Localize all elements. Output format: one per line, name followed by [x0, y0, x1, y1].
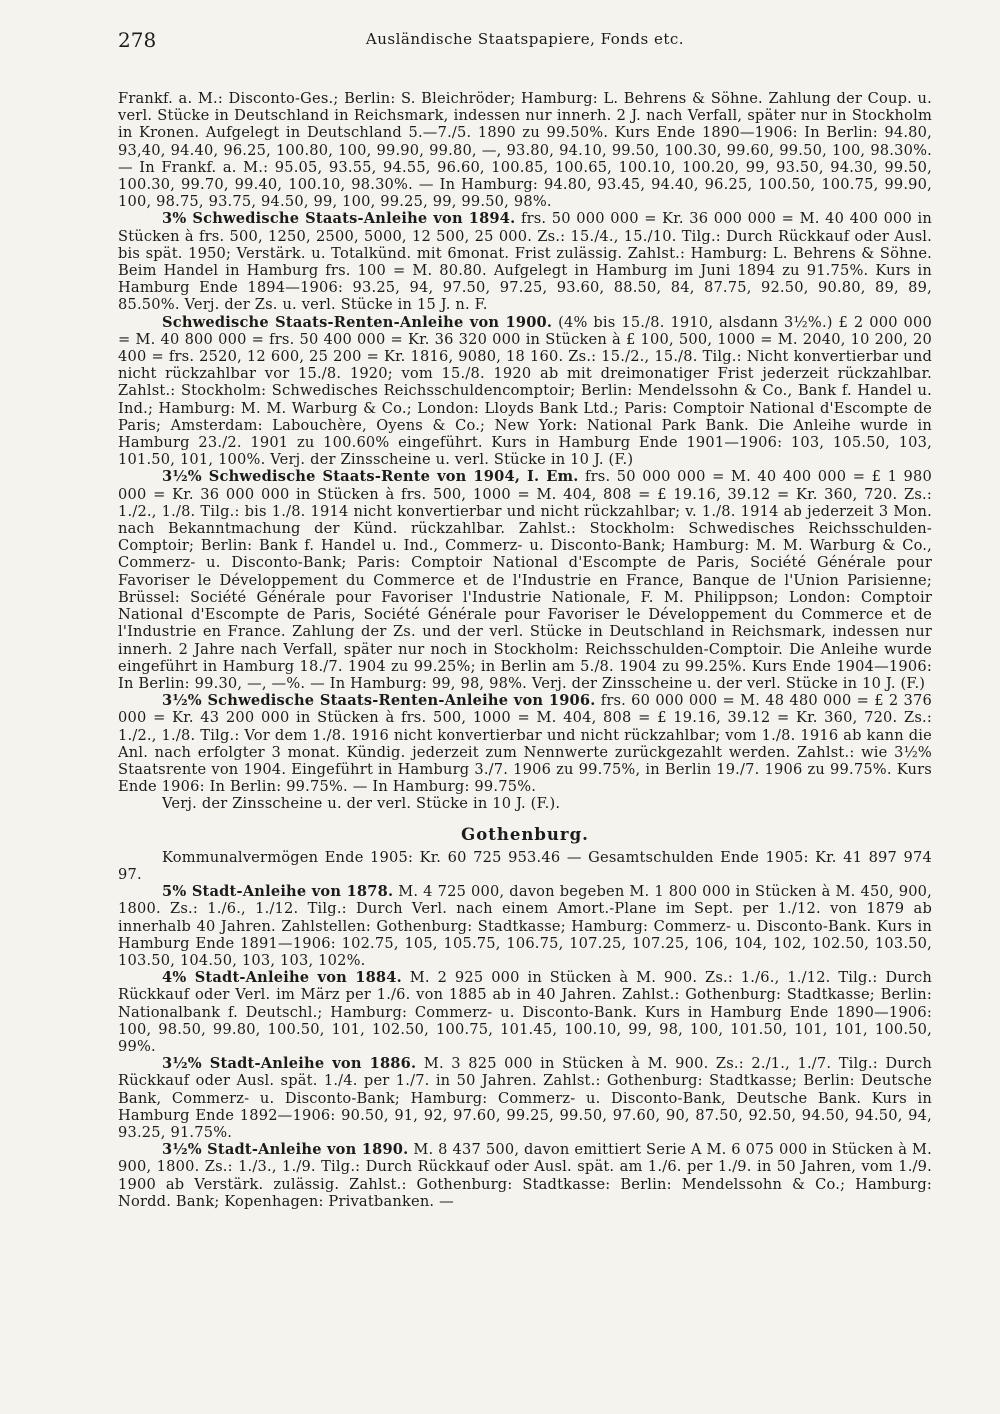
bond-title: 3½% Stadt-Anleihe von 1886.	[162, 1055, 417, 1073]
bond-text: M. 3 825 000 in Stücken à M. 900. Zs.: 2./1., 1./7. Tilg.: Durch Rückkauf oder Ausl. spät. 1./4. per 1./7. in 50 Jahren. Zahlst.: Gothenburg: Stadtkasse; Berlin: Deutsche Bank, Commerz- u. Disconto-Bank; Hamburg: Commerz- u. Disconto-Bank, Deutsche Bank. Kurs in Hamburg Ende 1892—1906: 90.50, 91, 92, 97.60, 99.25, 99.50, 97.60, 90, 87.50, 92.50, 94.50, 94.50, 94, 93.25, 91.75%.	[118, 1055, 933, 1141]
bond-entry-1878	[118, 883, 932, 969]
bond-entry-1904	[118, 468, 932, 692]
page-body	[118, 90, 932, 1210]
bond-text: frs. 50 000 000 = M. 40 400 000 = £ 1 980 000 = Kr. 36 000 000 in Stücken à frs. 500, 1000 = M. 404, 808 = £ 19.16, 39.12 = Kr. 360, 720. Zs.: 1./2., 1./8. Tilg.: bis 1./8. 1914 nicht konvertierbar und nicht rückzahlbar; v. 1./8. 1914 ab jederzeit 3 Mon. nach Bekanntmachung der Künd. rückzahlbar. Zahlst.: Stockholm: Schwedisches Reichsschulden-Comptoir; Berlin: Bank f. Handel u. Ind., Commerz- u. Disconto-Bank; Hamburg: M. M. Warburg & Co., Commerz- u. Disconto-Bank; Paris: Comptoir National d'Escompte de Paris, Société Générale pour Favoriser le Développement du Commerce et de l'Industrie en France, Banque de l'Union Parisienne; Brüssel: Société Générale pour Favoriser l'Industrie Nationale, F. M. Philippson; London: Comptoir National d'Escompte de Paris, Société Générale pour Favoriser le Développement du Commerce et de l'Industrie en France. Zahlung der Zs. und der verl. Stücke in Deutschland in Reichsmark, indessen nur innerh. 2 Jahre nach Verfall, später nur noch in Stockholm: Reichsschulden-Comptoir. Die Anleihe wurde eingeführt in Hamburg 18./7. 1904 zu 99.25%; in Berlin am 5./8. 1904 zu 99.25%. Kurs Ende 1904—1906: In Berlin: 99.30, —, —%. — In Hamburg: 99, 98, 98%. Verj. der Zinsscheine u. der verl. Stücke in 10 J. (F.)	[118, 468, 932, 692]
bond-text: frs. 60 000 000 = M. 48 480 000 = £ 2 376 000 = Kr. 43 200 000 in Stücken à frs. 500, 1000 = M. 404, 808 = £ 19.16, 39.12 = Kr. 360, 720. Zs.: 1./2., 1./8. Tilg.: Vor dem 1./8. 1916 nicht konvertierbar und nicht rückzahlbar; vom 1./8. 1916 ab kann die Anl. nach erfolgter 3 monat. Kündig. jederzeit zum Nennwerte zurückgezahlt werden. Zahlst.: wie 3½% Staatsrente von 1904. Eingeführt in Hamburg 3./7. 1906 zu 99.75%, in Berlin 19./7. 1906 zu 99.75%. Kurs Ende 1906: In Berlin: 99.75%. — In Hamburg: 99.75%.	[118, 692, 932, 796]
bond-title: 3½% Schwedische Staats-Renten-Anleihe von 1906.	[162, 692, 596, 710]
bond-title: 5% Stadt-Anleihe von 1878.	[162, 883, 394, 901]
bond-entry-1884	[118, 969, 932, 1055]
bond-title: 3½% Stadt-Anleihe von 1890.	[162, 1141, 409, 1159]
paragraph-text: Verj. der Zinsscheine u. der verl. Stücke in 10 J. (F.).	[162, 795, 561, 813]
bond-title: 3½% Schwedische Staats-Rente von 1904, I. Em.	[162, 468, 579, 486]
paragraph-text: Frankf. a. M.: Disconto-Ges.; Berlin: S. Bleichröder; Hamburg: L. Behrens & Söhne. Zahlung der Coup. u. verl. Stücke in Deutschland in Reichsmark, indessen nur innerh. 2 J. nach Verfall, später nur in Stockholm in Kronen. Aufgelegt in Deutschland 5.—7./5. 1890 zu 99.50%. Kurs Ende 1890—1906: In Berlin: 94.80, 93,40, 94.40, 96.25, 100.80, 100, 99.90, 99.80, —, 93.80, 94.10, 99.50, 100.30, 99.60, 99.50, 100, 98.30%. — In Frankf. a. M.: 95.05, 93.55, 94.55, 96.60, 100.85, 100.65, 100.10, 100.20, 99, 93.50, 94.30, 99.50, 100.30, 99.70, 99.40, 100.10, 98.30%. — In Hamburg: 94.80, 93.45, 94.40, 96.25, 100.50, 100.75, 99.90, 100, 98.75, 93.75, 94.50, 99, 100, 99.25, 99, 99.50, 98%.	[118, 90, 932, 211]
bond-title: Schwedische Staats-Renten-Anleihe von 1900.	[162, 313, 553, 331]
paragraph-continuation	[118, 90, 932, 210]
bond-entry-1906	[118, 692, 932, 795]
bond-entry-1900	[118, 314, 932, 469]
section-heading: Gothenburg.	[461, 824, 589, 844]
bond-text: M. 4 725 000, davon begeben M. 1 800 000 in Stücken à M. 450, 900, 1800. Zs.: 1./6., 1./12. Tilg.: Durch Verl. nach einem Amort.-Plane im Sept. per 1./12. von 1879 ab innerhalb 40 Jahren. Zahlstellen: Gothenburg: Stadtkasse; Hamburg: Commerz- u. Disconto-Bank. Kurs in Hamburg Ende 1891—1906: 102.75, 105, 105.75, 106.75, 107.25, 107.25, 106, 104, 102, 102.50, 103.50, 103.50, 104.50, 103, 103, 102%.	[118, 883, 932, 969]
running-title: Ausländische Staatspapiere, Fonds etc.	[365, 30, 685, 48]
city-finances	[118, 849, 932, 883]
page-header	[118, 28, 932, 54]
page	[118, 28, 932, 1210]
bond-entry-1886	[118, 1055, 932, 1141]
bond-text: frs. 50 000 000 = Kr. 36 000 000 = M. 40 400 000 in Stücken à frs. 500, 1250, 2500, 5000, 12 500, 25 000. Zs.: 15./4., 15./10. Tilg.: Durch Rückkauf oder Ausl. bis spät. 1950; Verstärk. u. Totalkünd. mit 6monat. Frist zulässig. Zahlst.: Hamburg: L. Behrens & Söhne. Beim Handel in Hamburg frs. 100 = M. 80.80. Aufgelegt in Hamburg im Juni 1894 zu 91.75%. Kurs in Hamburg Ende 1894—1906: 93.25, 94, 97.50, 97.25, 93.60, 88.50, 84, 87.75, 92.50, 90.80, 89, 89, 85.50%. Verj. der Zs. u. verl. Stücke in 15 J. n. F.	[118, 210, 933, 314]
limitation-note	[118, 795, 932, 812]
bond-text: M. 2 925 000 in Stücken à M. 900. Zs.: 1./6., 1./12. Tilg.: Durch Rückkauf oder Verl. im März per 1./6. von 1885 ab in 40 Jahren. Zahlst.: Gothenburg: Stadtkasse; Berlin: Nationalbank f. Deutschl.; Hamburg: Commerz- u. Disconto-Bank. Kurs in Hamburg Ende 1890—1906: 100, 98.50, 99.80, 100.50, 101, 102.50, 100.75, 101.45, 100.10, 99, 98, 100, 101.50, 101, 101, 100.50, 99%.	[118, 969, 932, 1055]
bond-title: 4% Stadt-Anleihe von 1884.	[162, 969, 402, 987]
paragraph-text: Kommunalvermögen Ende 1905: Kr. 60 725 953.46 — Gesamtschulden Ende 1905: Kr. 41 897 974 97.	[118, 848, 932, 883]
bond-entry-1894	[118, 210, 932, 313]
bond-text: M. 8 437 500, davon emittiert Serie A M. 6 075 000 in Stücken à M. 900, 1800. Zs.: 1./3., 1./9. Tilg.: Durch Rückkauf oder Ausl. spät. am 1./6. per 1./9. in 50 Jahren, vom 1./9. 1900 ab Verstärk. zulässig. Zahlst.: Gothenburg: Stadtkasse: Berlin: Mendelssohn & Co.; Hamburg: Nordd. Bank; Kopenhagen: Privatbanken. —	[118, 1141, 932, 1210]
bond-title: 3% Schwedische Staats-Anleihe von 1894.	[162, 210, 516, 228]
bond-text: (4% bis 15./8. 1910, alsdann 3½%.) £ 2 000 000 = M. 40 800 000 = frs. 50 400 000 = Kr. 36 320 000 in Stücken à £ 100, 500, 1000 = M. 2040, 10 200, 20 400 = frs. 2520, 12 600, 25 200 = Kr. 1816, 9080, 18 160. Zs.: 15./2., 15./8. Tilg.: Nicht konvertierbar und nicht rückzahlbar vor 15./8. 1920; vom 15./8. 1920 ab mit dreimonatiger Frist jederzeit rückzahlbar. Zahlst.: Stockholm: Schwedisches Reichsschuldencomptoir; Berlin: Mendelssohn & Co., Bank f. Handel u. Ind.; Hamburg: M. M. Warburg & Co.; London: Lloyds Bank Ltd.; Paris: Comptoir National d'Escompte de Paris; Amsterdam: Labouchère, Oyens & Co.; New York: National Park Bank. Die Anleihe wurde in Hamburg 23./2. 1901 zu 100.60% eingeführt. Kurs in Hamburg Ende 1901—1906: 103, 105.50, 103, 101.50, 101, 100%. Verj. der Zinsscheine u. verl. Stücke in 10 J. (F.)	[118, 313, 932, 469]
bond-entry-1890	[118, 1141, 932, 1210]
page-number: 278	[118, 28, 157, 52]
